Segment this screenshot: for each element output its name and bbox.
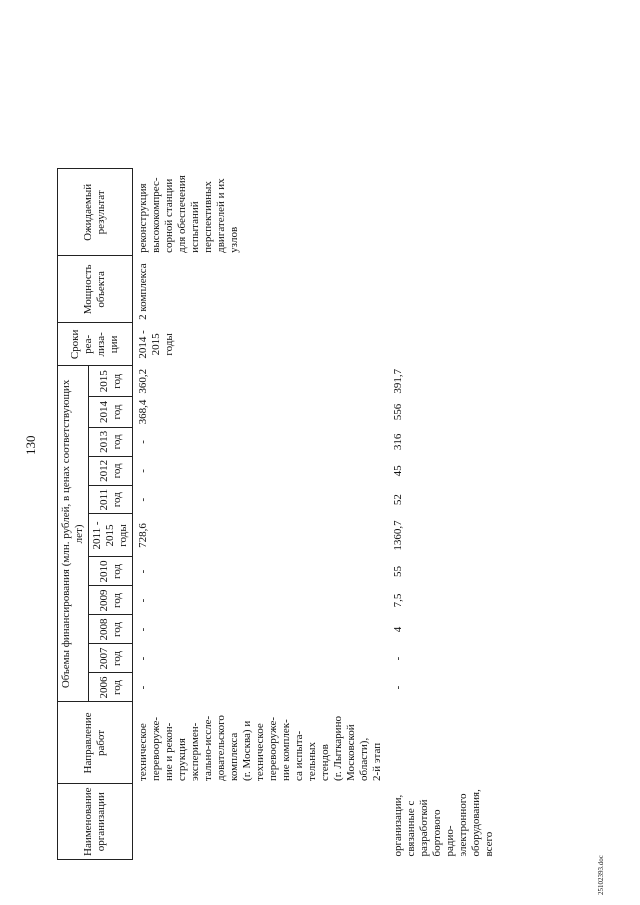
page-number: 130: [23, 435, 38, 455]
row-value: -: [137, 598, 149, 603]
header-year: 2011 год: [89, 485, 133, 514]
row-result: [388, 169, 500, 256]
table-row: [133, 169, 389, 860]
row-value: 391,7: [392, 368, 404, 394]
table-row: [388, 169, 500, 860]
row-value: -: [137, 569, 149, 574]
header-year: 2008 год: [89, 615, 133, 644]
row-result: реконструкция высококомпрес- сорной станции для обеспечения испытаний перспективных двигателей и их узлов: [137, 175, 240, 253]
row-value: 45: [392, 465, 404, 477]
header-capacity: Мощность объекта: [58, 256, 133, 323]
row-org: [133, 784, 389, 860]
row-value: 316: [392, 433, 404, 451]
header-term: Сроки реа-лиза-ции: [58, 323, 133, 366]
header-funding: Объемы финансирования (млн. рублей, в ценах соответствующих лет): [58, 366, 89, 702]
row-value: 368,4: [137, 399, 149, 425]
row-value: 1360,7: [392, 520, 404, 551]
row-value: -: [137, 440, 149, 444]
row-value: 52: [392, 494, 404, 506]
row-capacity: [388, 256, 500, 323]
funding-table: [57, 168, 500, 860]
row-term: [388, 323, 500, 366]
row-value: 55: [392, 565, 404, 577]
footer-filename: 25102393.doc: [597, 855, 605, 895]
row-value: -: [392, 656, 404, 661]
row-value: 360,2: [137, 368, 149, 394]
header-year: 2011 - 2015 годы: [89, 514, 133, 557]
header-year: 2006 год: [89, 673, 133, 702]
row-value: -: [392, 685, 404, 690]
row-value: 728,6: [137, 523, 149, 548]
header-year: 2015 год: [89, 366, 133, 397]
row-org: организации, связанные с разработкой бортового радио- электронного оборудования, всего: [392, 789, 495, 857]
row-value: -: [137, 656, 149, 661]
row-value: 556: [392, 403, 404, 421]
row-value: -: [137, 497, 149, 502]
header-direction: Направление работ: [58, 702, 133, 784]
header-year: 2014 год: [89, 397, 133, 428]
header-year: 2012 год: [89, 456, 133, 485]
row-direction: техническое перевооруже- ние и рекон- струкция эксперимен- тально-иссле- довательского комплекса (г. Москва) и техническое перевооруже- ние комплек- са испыта- тельных стендов (г. Лыткарино Московской области), 2-й этап: [137, 715, 383, 781]
header-year: 2010 год: [89, 557, 133, 586]
row-value: -: [137, 685, 149, 690]
row-direction: [388, 702, 500, 784]
row-value: -: [137, 627, 149, 632]
header-year: 2007 год: [89, 644, 133, 673]
header-org: Наименование организации: [58, 784, 133, 860]
header-year: 2013 год: [89, 427, 133, 456]
header-year: 2009 год: [89, 586, 133, 615]
row-value: 4: [392, 626, 404, 633]
row-value: 7,5: [392, 593, 404, 608]
row-capacity: 2 комплекса: [137, 263, 149, 320]
header-result: Ожидаемый результат: [58, 169, 133, 256]
row-value: -: [137, 469, 149, 473]
row-term: 2014 - 2015 годы: [137, 330, 175, 359]
